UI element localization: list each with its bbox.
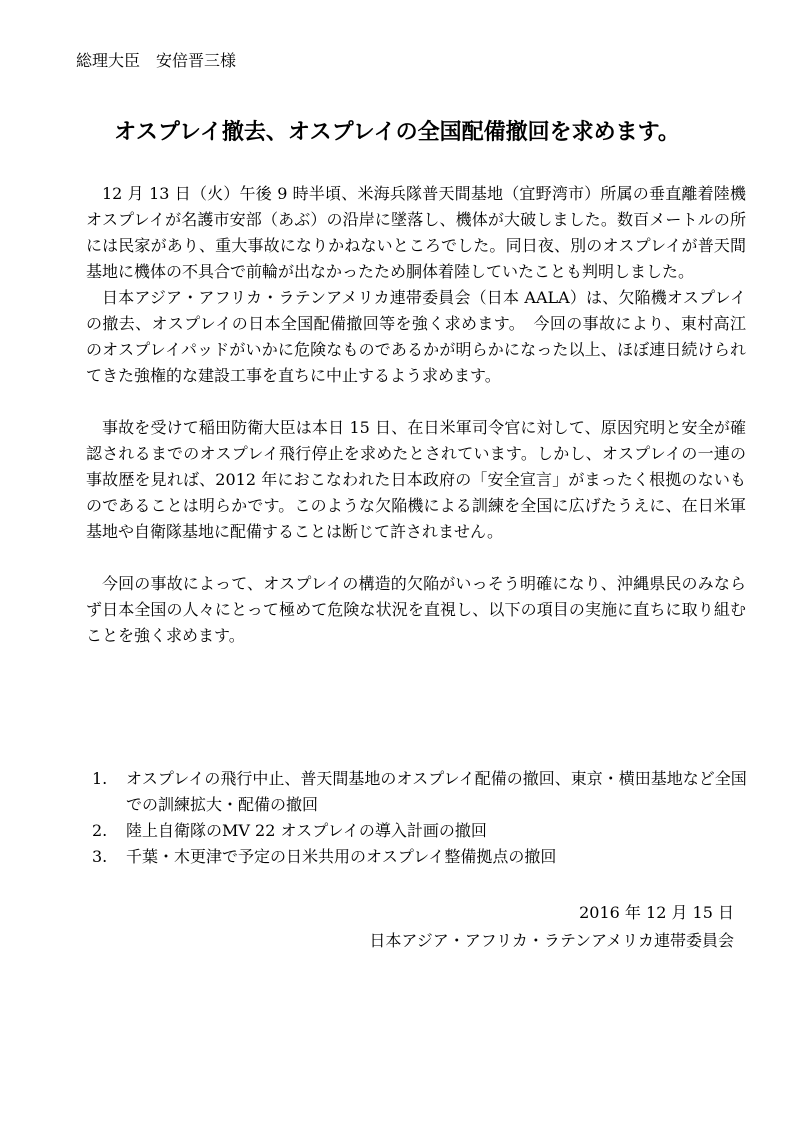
paragraph-3: 事故を受けて稲田防衛大臣は本日 15 日、在日米軍司令官に対して、原因究明と安全が確認されるまでのオスプレイ飛行停止を求めたとされています。しかし、オスプレイの一連の事故歴を見れば、2012 年におこなわれた日本政府の「安全宣言」がまったく根拠のないものであることは明らかです。このような欠陥機による訓練を全国に広げたうえに、在日米軍基地や自衛隊基地に配備することは断じて許されません。 (86, 418, 746, 541)
list-item-text: オスプレイの飛行中止、普天間基地のオスプレイ配備の撤回、東京・横田基地など全国での訓練拡大・配備の撤回 (126, 769, 747, 814)
demands-list (92, 766, 752, 870)
list-item-number: 1. (92, 769, 108, 788)
list-item-number: 2. (92, 821, 108, 840)
addressee: 総理大臣 安倍晋三様 (76, 51, 237, 70)
list-item (92, 818, 752, 844)
list-item-text: 千葉・木更津で予定の日米共用のオスプレイ整備拠点の撤回 (126, 847, 557, 866)
paragraph-1: 12 月 13 日（火）午後 9 時半頃、米海兵隊普天間基地（宜野湾市）所属の垂直離着陸機オスプレイが名護市安部（あぶ）の沿岸に墜落し、機体が大破しました。数百メートルの所には民家があり、重大事故になりかねないところでした。同日夜、別のオスプレイが普天間基地に機体の不具合で前輪が出なかったため胴体着陸していたことも判明しました。 (86, 184, 746, 281)
list-item (92, 766, 752, 818)
list-item-text: 陸上自衛隊のMV 22 オスプレイの導入計画の撤回 (126, 821, 487, 840)
body-text (86, 181, 746, 649)
paragraph-2: 日本アジア・アフリカ・ラテンアメリカ連帯委員会（日本 AALA）は、欠陥機オスプレイの撤去、オスプレイの日本全国配備撤回等を強く求めます。 今回の事故により、東村高江のオスプレイパッドがいかに危険なものであるかが明らかになった以上、ほぼ連日続けられてきた強権的な建設工事を直ちに中止するよう求めます。 (86, 288, 746, 385)
list-item (92, 844, 752, 870)
sender-organization: 日本アジア・アフリカ・ラテンアメリカ連帯委員会 (369, 931, 734, 950)
list-item-number: 3. (92, 847, 108, 866)
paragraph-4: 今回の事故によって、オスプレイの構造的欠陥がいっそう明確になり、沖縄県民のみならず日本全国の人々にとって極めて危険な状況を直視し、以下の項目の実施に直ちに取り組むことを強く求めます。 (86, 574, 746, 645)
document-date: 2016 年 12 月 15 日 (579, 903, 734, 922)
document-title: オスプレイ撤去、オスプレイの全国配備撤回を求めます。 (114, 120, 680, 145)
